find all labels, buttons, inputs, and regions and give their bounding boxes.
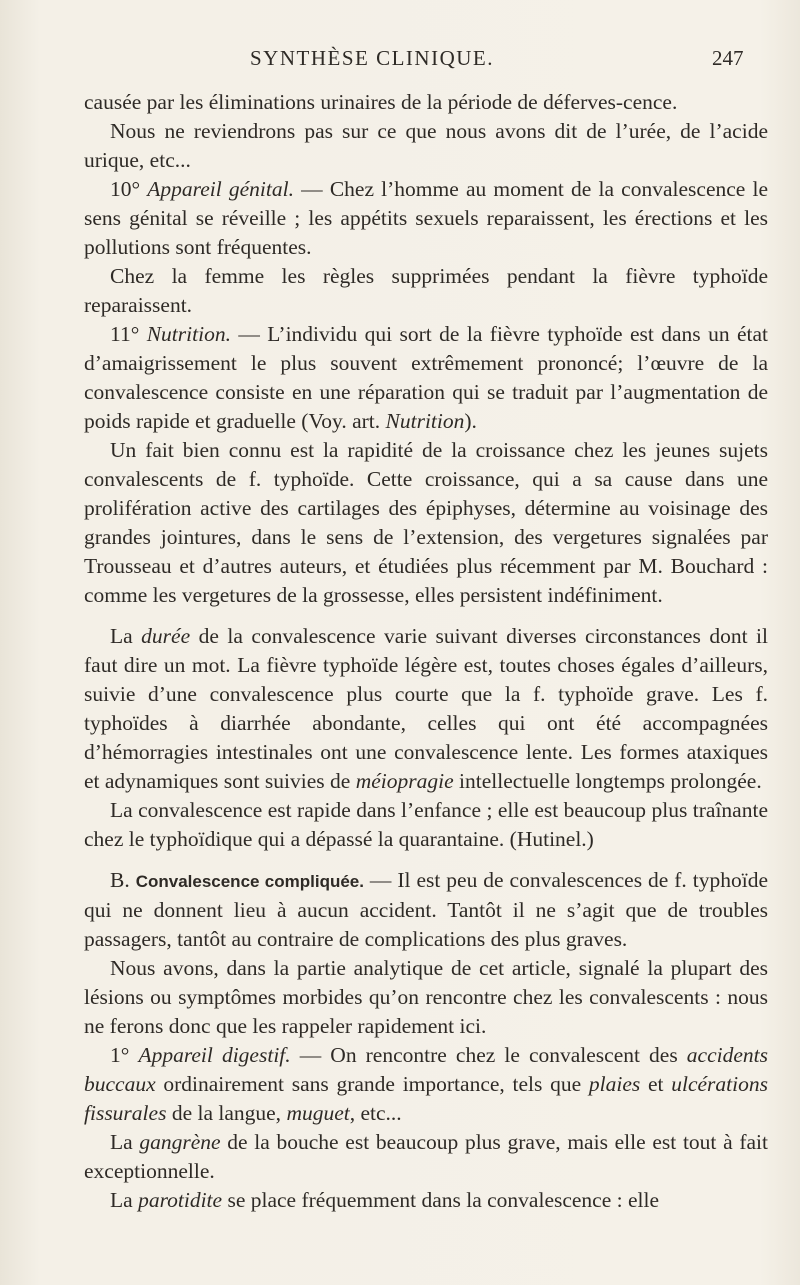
paragraph-text: ordinairement sans grande importance, tels que: [155, 1072, 589, 1096]
body-text: [84, 88, 768, 1215]
cross-reference: Nutrition: [385, 409, 465, 433]
section-number: 1°: [110, 1043, 130, 1067]
paragraph: Chez la femme les règles supprimées pendant la fièvre typhoïde reparaissent.: [84, 264, 768, 317]
section-number: 10°: [110, 177, 141, 201]
paragraph: La convalescence est rapide dans l’enfance ; elle est beaucoup plus traînante chez le typhoïdique qui a dépassé la quarantaine. (Hutinel.): [84, 798, 768, 851]
running-head: SYNTHÈSE CLINIQUE.: [250, 46, 494, 70]
section-title: Nutrition.: [146, 322, 231, 346]
emphasis: parotidite: [138, 1188, 223, 1212]
emphasis: méiopragie: [355, 769, 454, 793]
section-title: Convalescence compliquée.: [135, 872, 364, 891]
section-letter: B.: [110, 868, 130, 892]
paragraph-text: ).: [464, 409, 477, 433]
paragraph-text: — L’individu qui sort de la fièvre typhoïde est dans un état d’amaigrissement le plus souvent extrêmement prononcé; l’œuvre de la convalescence consiste en une réparation qui se traduit par l’augmentation de poids rapide et graduelle (Voy. art.: [84, 322, 768, 433]
emphasis: durée: [141, 624, 191, 648]
paragraph-text: de la langue,: [166, 1101, 287, 1125]
paragraph: Un fait bien connu est la rapidité de la croissance chez les jeunes sujets convalescents de f. typhoïde. Cette croissance, qui a sa cause dans une prolifération active des cartilages des épiphyses, détermine au voisinage des grandes jointures, dans le sens de l’extension, des vergetures signalées par Trousseau et d’autres auteurs, et étudiées plus récemment par M. Bouchard : comme les vergetures de la grossesse, elles persistent indéfiniment.: [84, 438, 768, 607]
paragraph: [84, 1041, 768, 1128]
paragraph: [84, 1128, 768, 1186]
paragraph: [84, 622, 768, 796]
paragraph: [84, 1186, 768, 1215]
emphasis: accidents buccaux: [84, 1043, 768, 1096]
paragraph-text: — On rencontre chez le convalescent des: [290, 1043, 687, 1067]
emphasis: ulcérations fissurales: [84, 1072, 768, 1125]
page-number: 247: [712, 46, 744, 70]
paragraph-text: de la bouche est beaucoup plus grave, mais elle est tout à fait exceptionnelle.: [84, 1130, 768, 1183]
paragraph-text: se place fréquemment dans la convalescence : elle: [222, 1188, 660, 1212]
paragraph-text: La: [110, 624, 142, 648]
paragraph: [84, 320, 768, 436]
paragraph-text: de la convalescence varie suivant diverses circonstances dont il faut dire un mot. La fièvre typhoïde légère est, toutes choses égales d’ailleurs, suivie d’une convalescence plus courte que la f. typhoïde grave. Les f. typhoïdes à diarrhée abondante, celles qui ont été accompagnées d’hémorragies intestinales ont une convalescence lente. Les formes ataxiques et adynamiques sont suivies de: [84, 624, 768, 793]
paragraph: [84, 175, 768, 262]
emphasis: gangrène: [139, 1130, 221, 1154]
paragraph: Nous avons, dans la partie analytique de cet article, signalé la plupart des lésions ou symptômes morbides qu’on rencontre chez les convalescents : nous ne ferons donc que les rappeler rapidement ici.: [84, 956, 768, 1038]
paragraph-text: La: [110, 1188, 139, 1212]
paragraph-text: La: [110, 1130, 140, 1154]
paragraph-text: et: [640, 1072, 672, 1096]
section-title: Appareil génital.: [147, 177, 294, 201]
paragraph: [84, 866, 768, 954]
section-number: 11°: [110, 322, 140, 346]
emphasis: muguet: [286, 1101, 350, 1125]
paragraph-text: — Chez l’homme au moment de la convalescence le sens génital se réveille ; les appétits sexuels reparaissent, les érections et les pollutions sont fréquentes.: [84, 177, 768, 259]
emphasis: plaies: [588, 1072, 641, 1096]
paragraph-text: , etc...: [349, 1101, 402, 1125]
section-title: Appareil digestif.: [138, 1043, 291, 1067]
paragraph-text: intellectuelle longtemps prolongée.: [453, 769, 762, 793]
paragraph: causée par les éliminations urinaires de la période de déferves-cence.: [84, 90, 678, 114]
paragraph-text: — Il est peu de convalescences de f. typhoïde qui ne donnent lieu à aucun accident. Tantôt il ne s’agit que de troubles passagers, tantôt au contraire de complications des plus graves.: [84, 868, 768, 951]
paragraph: Nous ne reviendrons pas sur ce que nous avons dit de l’urée, de l’acide urique, etc...: [84, 119, 768, 172]
